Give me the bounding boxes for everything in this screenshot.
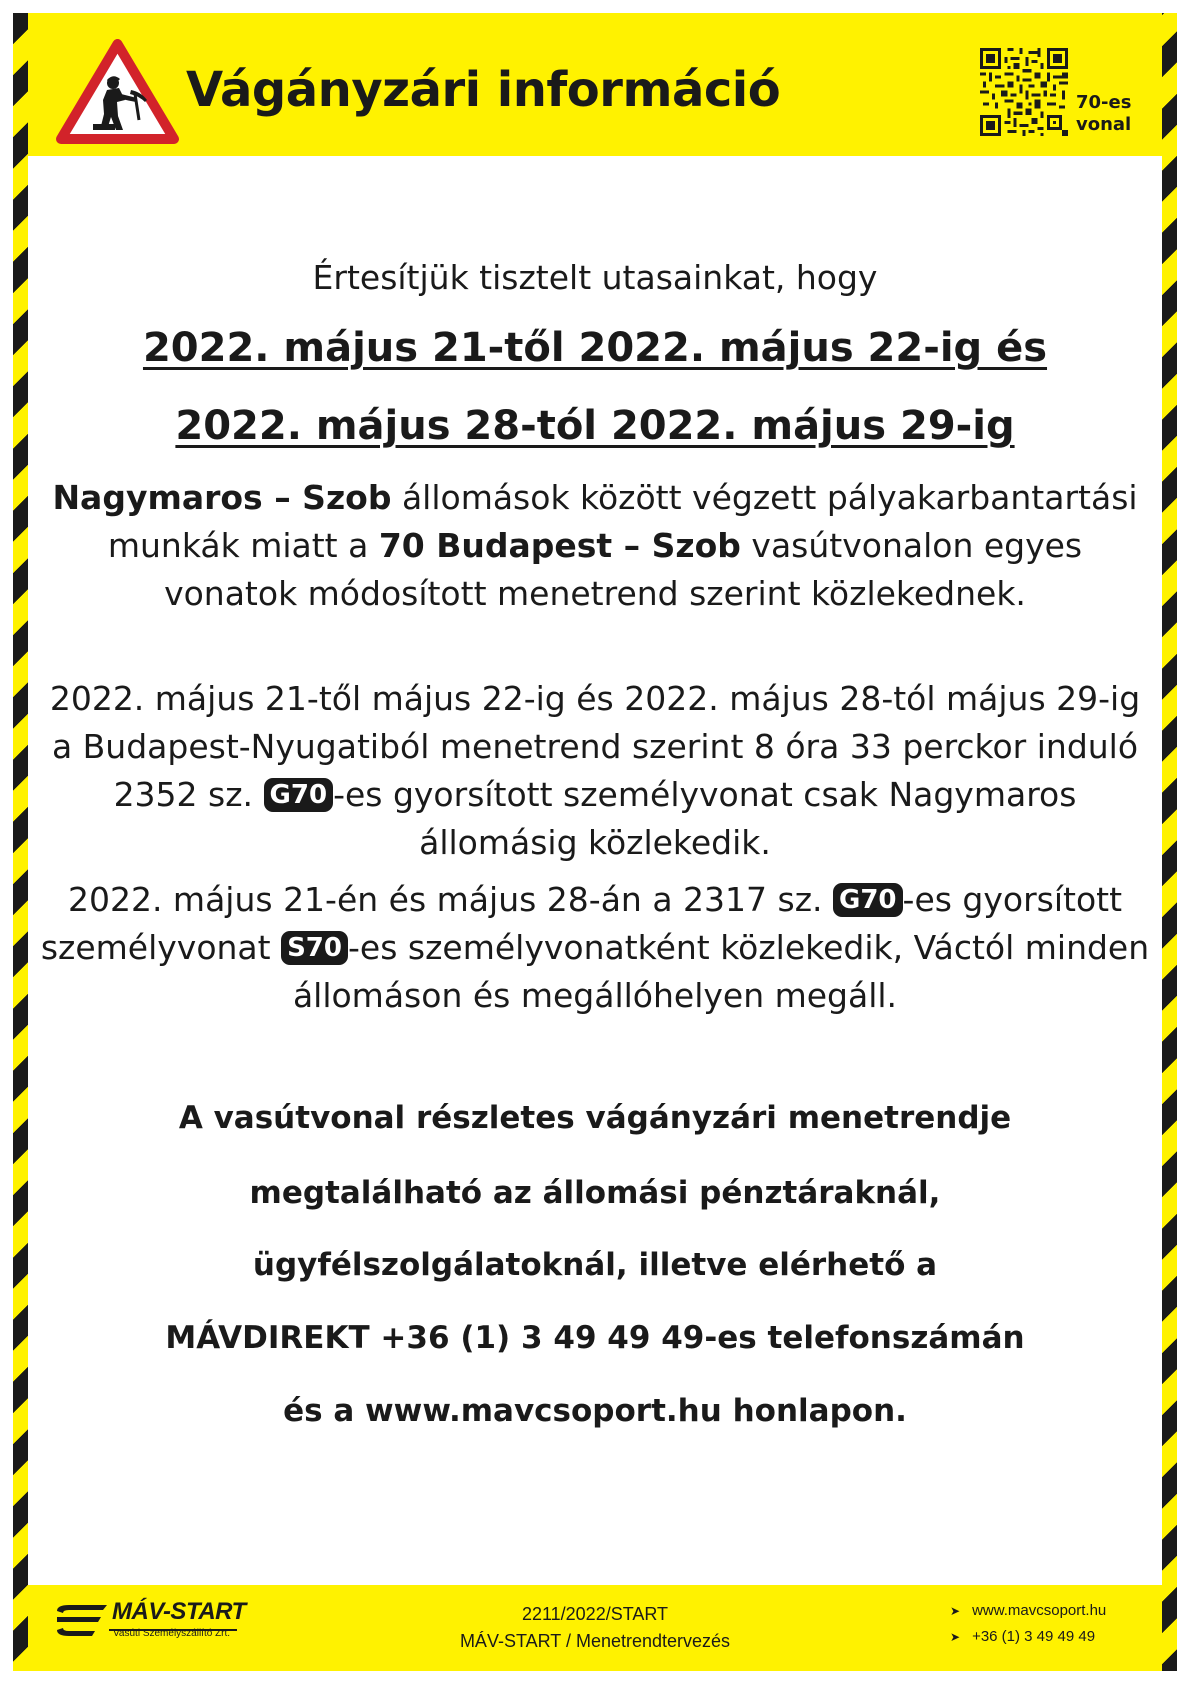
notice-paragraph-2 — [40, 675, 1150, 867]
website-link[interactable]: www.mavcsoport.hu — [972, 1602, 1107, 1619]
line-label — [1076, 92, 1131, 136]
line-word-label: vonal — [1076, 114, 1132, 135]
company-subtitle: Vasúti Személyszállító Zrt. — [113, 1628, 231, 1639]
notice-paragraph-1 — [40, 474, 1150, 618]
reference-number: 2211/2022/START — [521, 1604, 669, 1624]
notice-text: vasútvonalon egyes vonatok módosított menetrend szerint közlekednek. — [164, 526, 1083, 613]
footer-contact — [950, 1598, 1106, 1650]
closing-line: és a www.mavcsoport.hu honlapon. — [283, 1393, 907, 1429]
arrow-right-icon: ➤ — [950, 1604, 961, 1618]
page-title: Vágányzári információ — [186, 62, 781, 118]
worker-warning-triangle-icon — [55, 38, 180, 146]
closing-line: ügyfélszolgálatoknál, illetve elérhető a — [252, 1247, 938, 1283]
train-category-badge: G70 — [264, 778, 334, 812]
line-name: 70 Budapest – Szob — [378, 526, 741, 565]
notice-text: -es személyvonatként közlekedik, Váctól minden állomáson és megállóhelyen megáll. — [292, 928, 1150, 1015]
station-range: Nagymaros – Szob — [52, 478, 392, 517]
notice-paragraph-3 — [40, 876, 1150, 1020]
notice-text: 2022. május 21-én és május 28-án a 2317 sz. — [67, 880, 833, 919]
phone-number: +36 (1) 3 49 49 49 — [972, 1628, 1096, 1645]
train-category-badge: S70 — [281, 931, 348, 965]
date-range-2: 2022. május 28-tól 2022. május 29-ig — [175, 403, 1015, 449]
notice-text: -es gyorsított személyvonat csak Nagymaros állomásig közlekedik. — [333, 775, 1077, 862]
line-number-label: 70-es — [1076, 92, 1132, 113]
website-row — [950, 1598, 1106, 1624]
company-name: MÁV-START — [112, 1598, 246, 1625]
qr-code — [980, 48, 1068, 136]
phone-row — [950, 1624, 1106, 1650]
notice-text: -es gyorsított személyvonat — [40, 880, 1123, 967]
closing-line: megtalálható az állomási pénztáraknál, — [249, 1175, 941, 1211]
department: MÁV-START / Menetrendtervezés — [459, 1631, 731, 1651]
closing-line: MÁVDIREKT +36 (1) 3 49 49 49-es telefonszámán — [165, 1320, 1025, 1356]
train-category-badge: G70 — [833, 883, 903, 917]
arrow-right-icon: ➤ — [950, 1630, 961, 1644]
closing-line: A vasútvonal részletes vágányzári menetrendje — [178, 1100, 1012, 1136]
document-reference — [400, 1601, 790, 1655]
notice-text: 2022. május 21-től május 22-ig és 2022. május 28-tól május 29-ig a Budapest-Nyugatiból menetrend szerint 8 óra 33 perckor induló 2352 sz. — [49, 679, 1141, 814]
date-range-1: 2022. május 21-től 2022. május 22-ig és — [142, 325, 1048, 371]
intro-text: Értesítjük tisztelt utasainkat, hogy — [312, 258, 878, 297]
notice-text: állomások között végzett pályakarbantartási munkák miatt a — [107, 478, 1138, 565]
